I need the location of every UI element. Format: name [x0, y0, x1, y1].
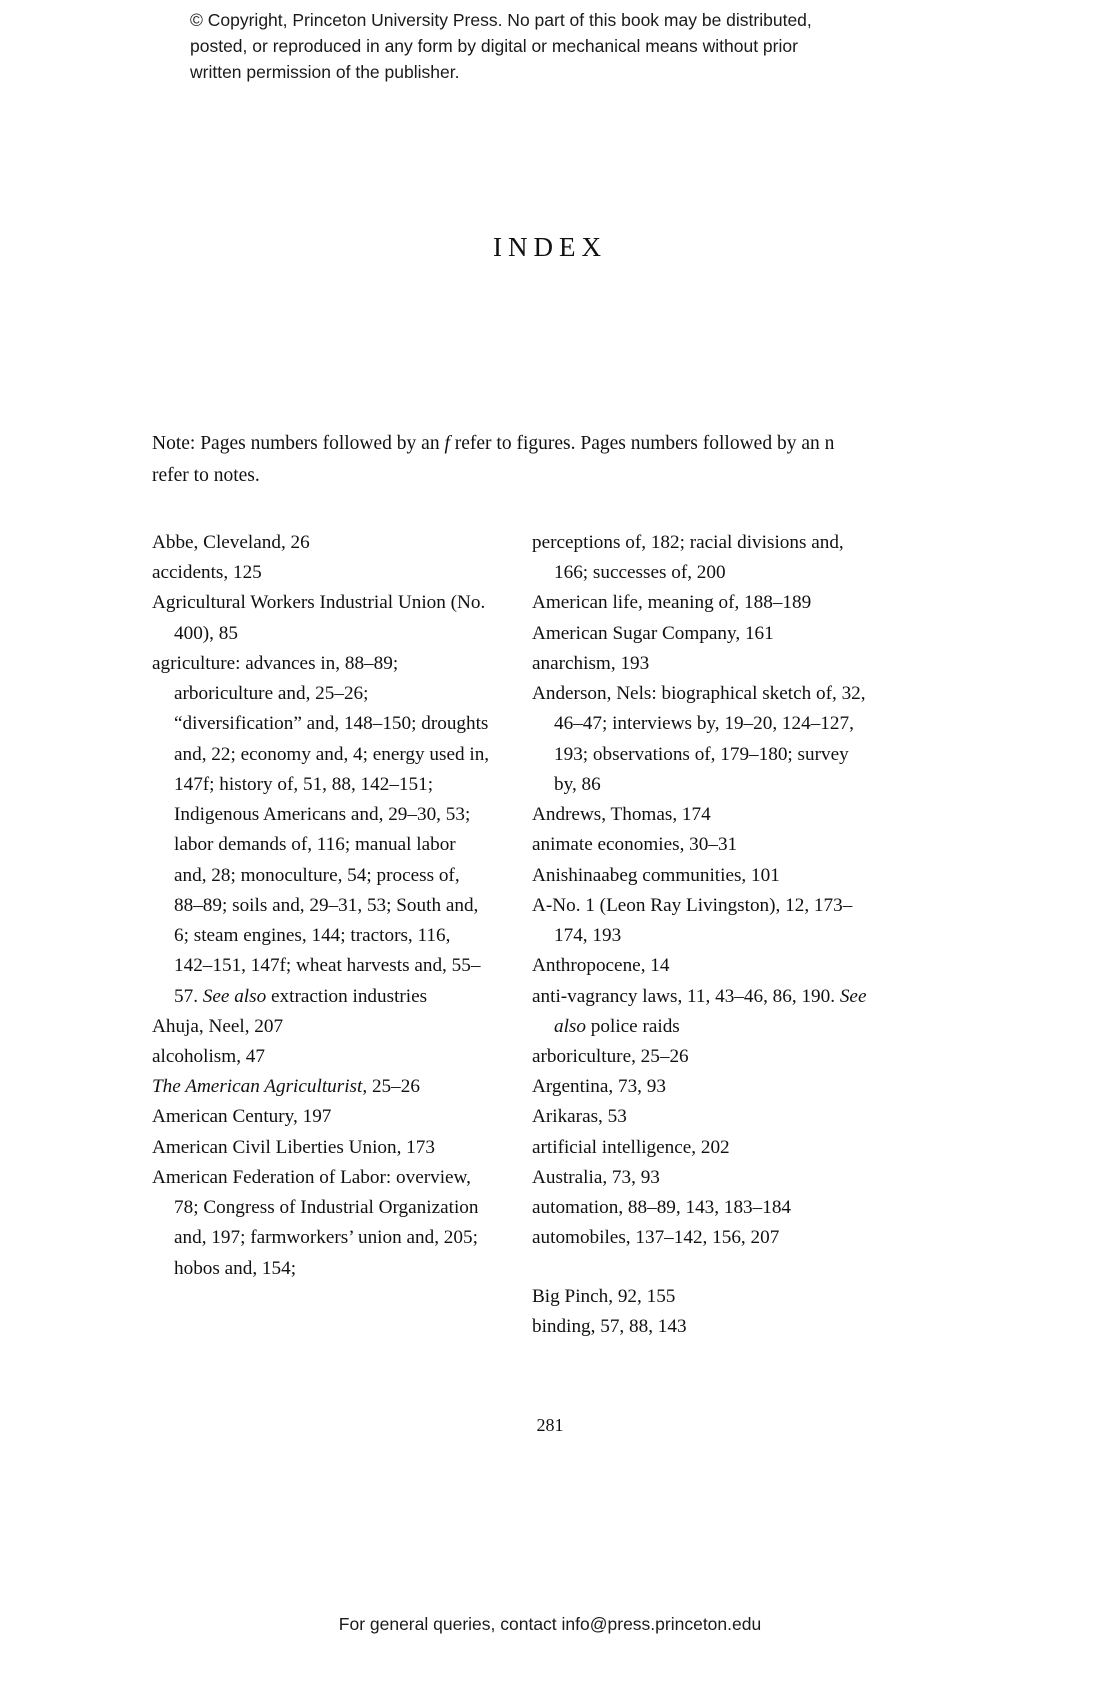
entry-text: American life, meaning of, 188–189	[532, 592, 812, 614]
index-entry-continued	[532, 528, 870, 588]
index-entry	[532, 982, 870, 1042]
index-entry	[532, 1102, 870, 1132]
letter-group-gap	[532, 1254, 870, 1282]
index-entry	[532, 1133, 870, 1163]
index-entry	[152, 649, 490, 1012]
entry-text: perceptions of, 182; racial divisions and, 166; successes of, 200	[532, 532, 844, 584]
index-entry	[532, 649, 870, 679]
entry-text: Andrews, Thomas, 174	[532, 804, 711, 826]
headnote-part2: refer to figures. Pages numbers followed by an n refer to notes.	[152, 433, 835, 486]
entry-italic: See also	[202, 985, 267, 1007]
index-entry	[152, 1072, 490, 1102]
index-entry	[152, 1133, 490, 1163]
footer-notice: For general queries, contact info@press.princeton.edu	[338, 1614, 762, 1634]
headnote-part1: Note: Pages numbers followed by an	[152, 433, 445, 454]
entry-text: Arikaras, 53	[532, 1106, 627, 1128]
copyright-notice: © Copyright, Princeton University Press. No part of this book may be distributed, posted, or reproduced in any form by digital or mechanical means without prior written permission of the publisher.	[190, 10, 812, 82]
entry-text: automobiles, 137–142, 156, 207	[532, 1227, 780, 1249]
index-entry	[532, 1193, 870, 1223]
entry-text: agriculture: advances in, 88–89; arboriculture and, 25–26; “diversification” and, 148–150; droughts and, 22; economy and, 4; energy used in, 147f; history of, 51, 88, 142–151; Indigenous Americans and, 29–30, 53; labor demands of, 116; manual labor and, 28; monoculture, 54; process of, 88–89; soils and, 29–31, 53; South and, 6; steam engines, 144; tractors, 116, 142–151, 147f; wheat harvests and, 55–57.	[152, 652, 490, 1007]
entry-text: American Sugar Company, 161	[532, 622, 774, 644]
index-entry	[152, 1042, 490, 1072]
entry-text: animate economies, 30–31	[532, 834, 738, 856]
entry-text: artificial intelligence, 202	[532, 1136, 730, 1158]
index-entry	[532, 1072, 870, 1102]
index-column-right	[532, 528, 870, 1358]
index-entry	[532, 891, 870, 951]
entry-text: accidents, 125	[152, 562, 262, 584]
index-entry	[152, 588, 490, 648]
index-entry	[152, 528, 490, 558]
entry-text: Big Pinch, 92, 155	[532, 1285, 676, 1307]
index-entry	[532, 861, 870, 891]
index-entry	[532, 1163, 870, 1193]
entry-text: Australia, 73, 93	[532, 1166, 660, 1188]
index-entry	[532, 619, 870, 649]
entry-text: American Century, 197	[152, 1106, 332, 1128]
entry-text: alcoholism, 47	[152, 1045, 265, 1067]
entry-italic: See also	[554, 985, 867, 1037]
index-column-left	[152, 528, 490, 1358]
page-title: INDEX	[493, 232, 607, 262]
entry-text: anarchism, 193	[532, 652, 650, 674]
index-entry	[532, 588, 870, 618]
entry-tail: extraction industries	[266, 985, 428, 1007]
index-entry	[152, 1163, 490, 1284]
entry-text: , 25–26	[362, 1076, 420, 1098]
index-entry	[532, 1223, 870, 1253]
entry-italic-title: The American Agriculturist	[152, 1076, 363, 1098]
index-entry	[532, 800, 870, 830]
entry-text: Anishinaabeg communities, 101	[532, 864, 780, 886]
index-entry	[532, 1312, 870, 1342]
entry-text: Anderson, Nels: biographical sketch of, 32, 46–47; interviews by, 19–20, 124–127, 193; observations of, 179–180; survey by, 86	[532, 683, 866, 795]
index-columns	[152, 528, 870, 1358]
entry-text: binding, 57, 88, 143	[532, 1315, 687, 1337]
index-entry	[152, 558, 490, 588]
entry-text: Agricultural Workers Industrial Union (No. 400), 85	[152, 592, 486, 644]
entry-text: Abbe, Cleveland, 26	[152, 532, 310, 553]
entry-tail: police raids	[586, 1015, 680, 1037]
entry-text: arboriculture, 25–26	[532, 1045, 689, 1067]
entry-text: American Civil Liberties Union, 173	[152, 1136, 435, 1158]
entry-text: anti-vagrancy laws, 11, 43–46, 86, 190.	[532, 985, 840, 1007]
index-headnote	[152, 428, 870, 491]
index-entry	[532, 679, 870, 800]
headnote-italic-f: f	[444, 433, 450, 454]
entry-text: A-No. 1 (Leon Ray Livingston), 12, 173–174, 193	[532, 894, 853, 947]
index-entry	[532, 1042, 870, 1072]
index-entry	[532, 951, 870, 981]
entry-text: automation, 88–89, 143, 183–184	[532, 1197, 792, 1219]
index-entry	[532, 830, 870, 860]
index-entry	[152, 1012, 490, 1042]
entry-text: American Federation of Labor: overview, 78; Congress of Industrial Organization and, 197; farmworkers’ union and, 205; hobos and, 154;	[152, 1166, 479, 1279]
page-number: 281	[536, 1415, 564, 1435]
index-entry	[152, 1102, 490, 1132]
index-entry	[532, 1282, 870, 1312]
entry-text: Anthropocene, 14	[532, 955, 670, 977]
entry-text: Argentina, 73, 93	[532, 1076, 666, 1098]
entry-text: Ahuja, Neel, 207	[152, 1015, 284, 1037]
